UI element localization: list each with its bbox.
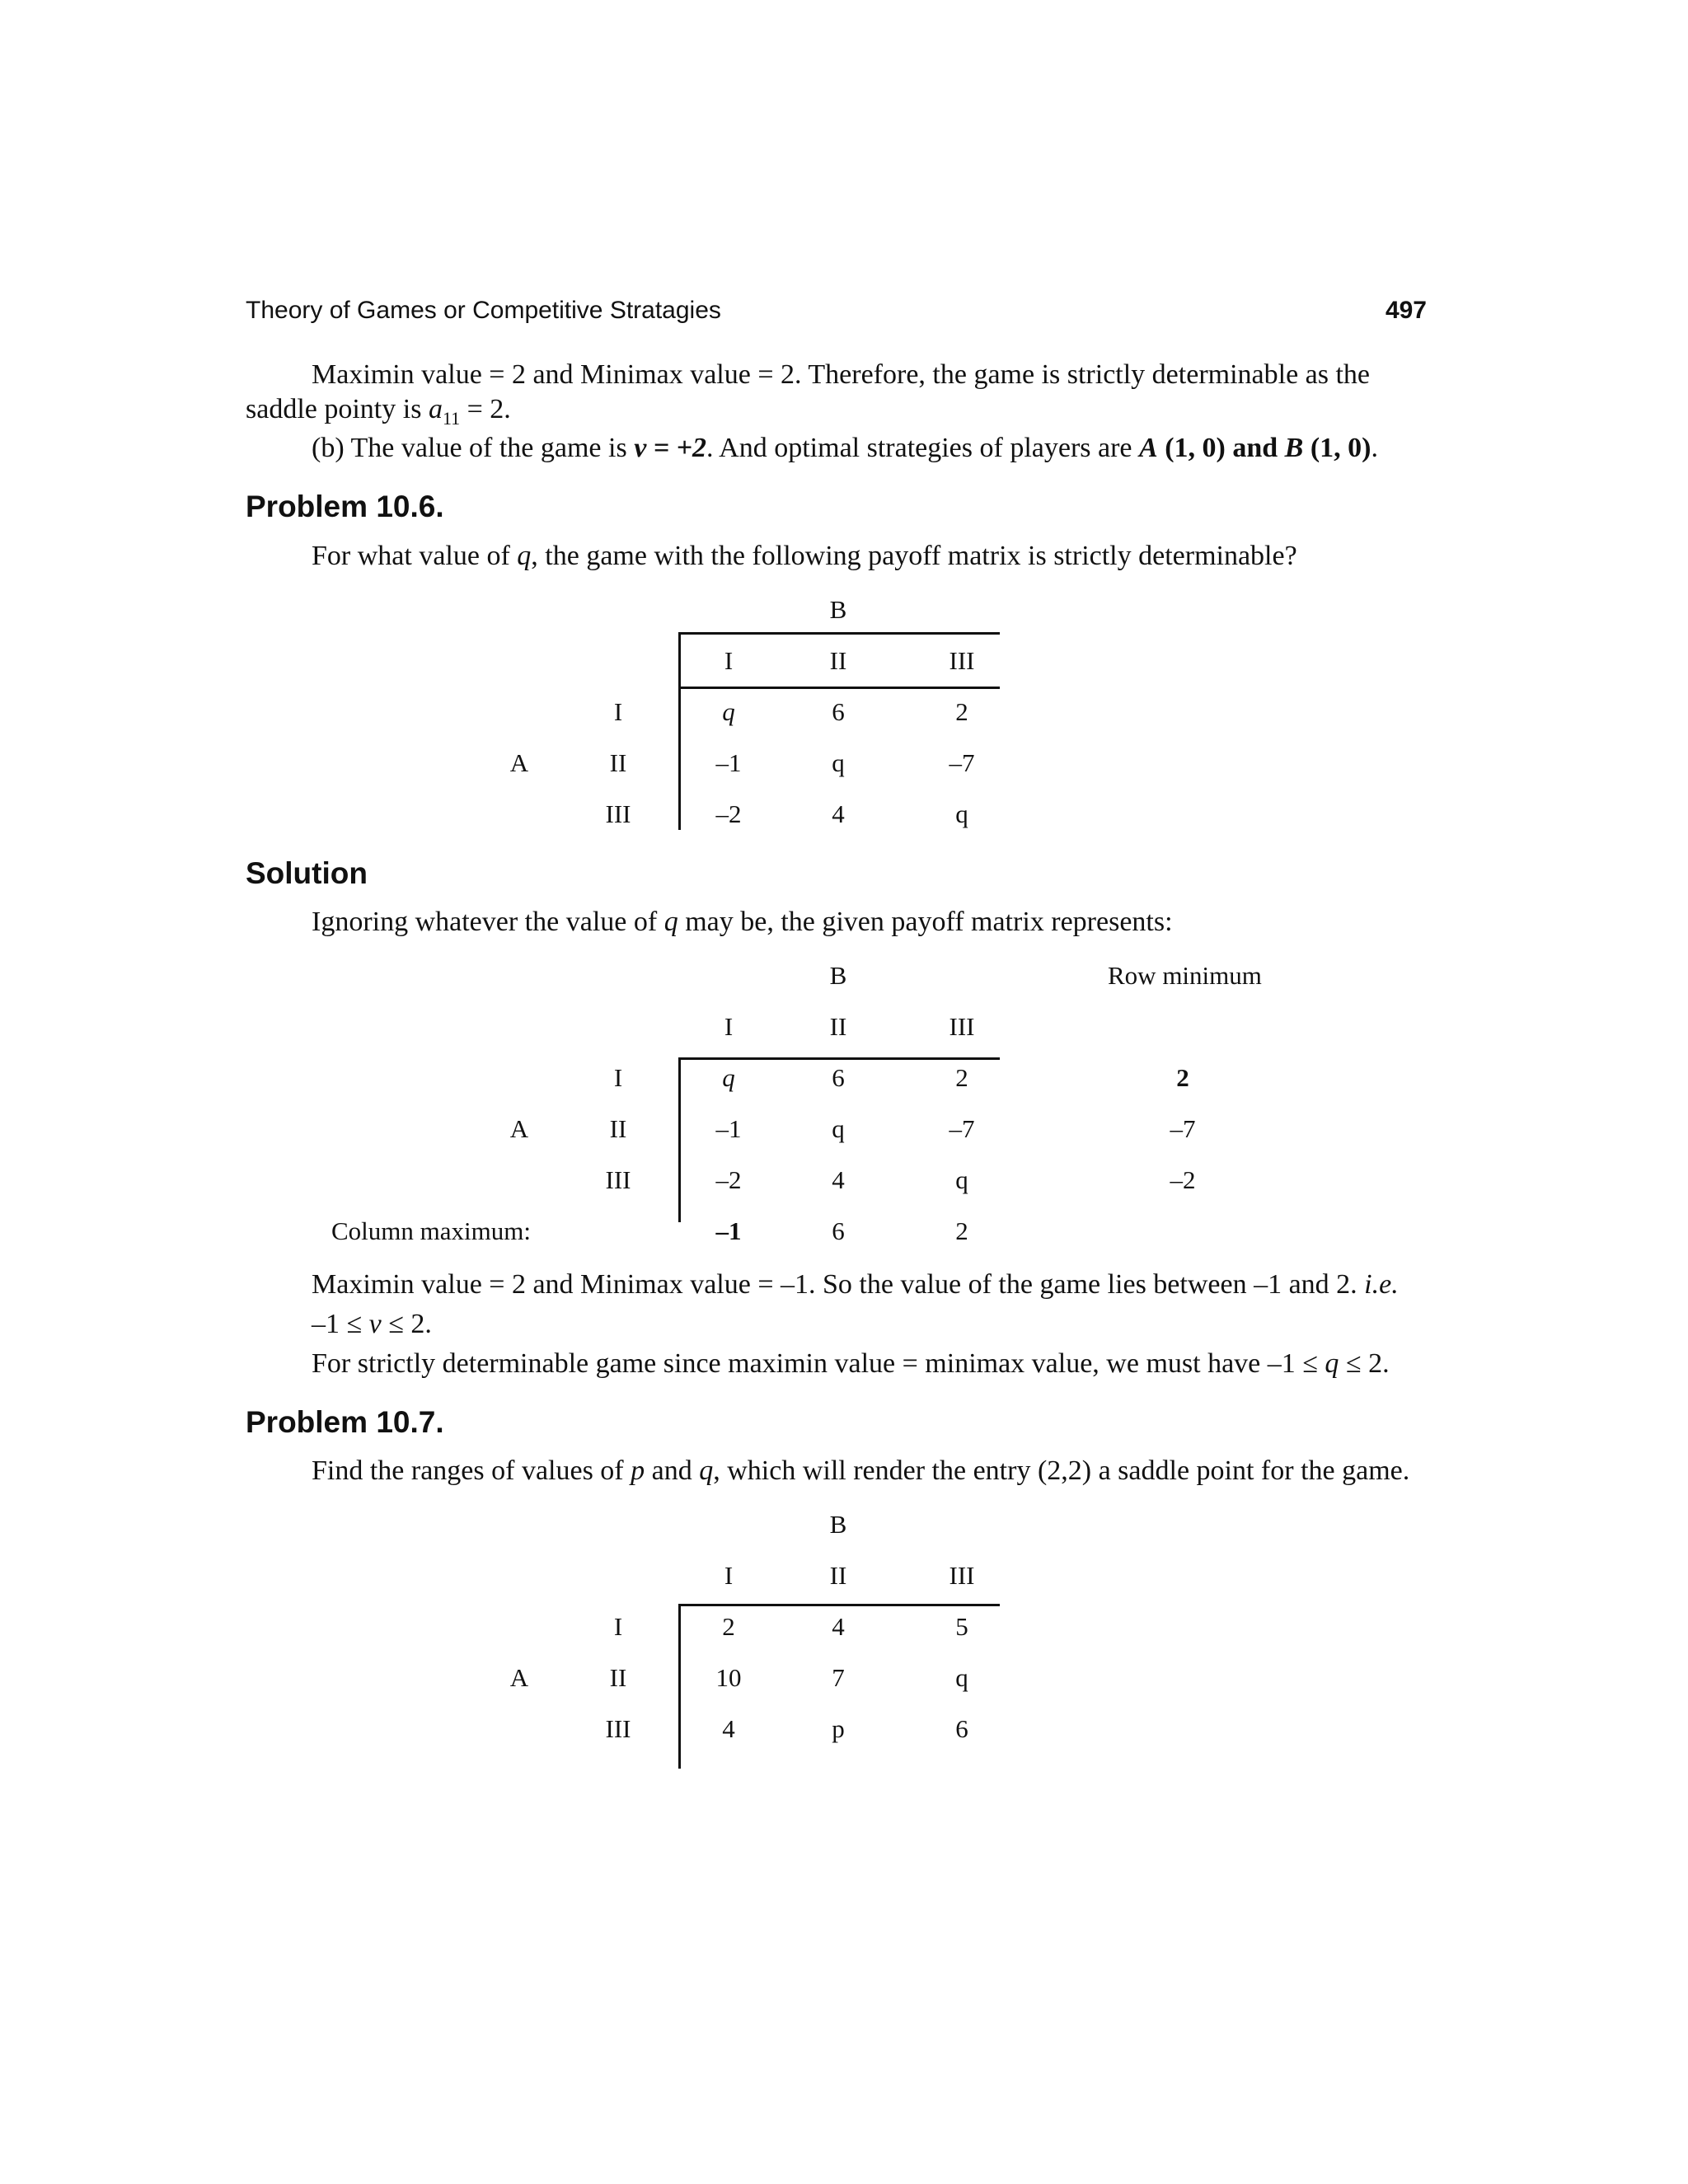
part-b-label: (b) xyxy=(312,433,345,463)
running-header-title: Theory of Games or Competitive Stratagies xyxy=(246,297,721,324)
matrix-cell: q xyxy=(722,1063,735,1092)
row-header: I xyxy=(613,1612,623,1641)
solution-text: Ignoring whatever the value of xyxy=(312,907,664,937)
matrix-cell: 2 xyxy=(955,697,968,726)
variable-p: p xyxy=(631,1455,645,1486)
part-b-text: The value of the game is xyxy=(344,433,635,463)
matrix-cell: –1 xyxy=(715,748,742,777)
conclusion-text: –1 ≤ xyxy=(312,1309,369,1339)
variable-q: q xyxy=(663,907,678,937)
matrix-cell: 2 xyxy=(955,1063,968,1092)
player-b-label: B xyxy=(829,961,847,990)
matrix-cell: 6 xyxy=(832,1063,845,1092)
player-a-label: A xyxy=(509,748,529,777)
variable-q: q xyxy=(699,1455,714,1486)
solution-heading: Solution xyxy=(246,856,368,890)
intro-text: saddle pointy is xyxy=(246,394,429,424)
row-minimum-label: Row minimum xyxy=(1108,961,1262,990)
row-minimum-value: 2 xyxy=(1176,1063,1189,1092)
ie-abbrev: i.e. xyxy=(1364,1269,1399,1300)
matrix-cell: 5 xyxy=(955,1612,968,1641)
matrix-cell: –2 xyxy=(715,1165,742,1194)
intro-line-2 xyxy=(246,394,511,429)
matrix-top-rule xyxy=(678,632,1000,635)
matrix-cell: 4 xyxy=(832,1612,845,1641)
matrix-cell: q xyxy=(955,799,968,828)
column-maximum-label: Column maximum: xyxy=(331,1216,531,1245)
problem-10-6-heading: Problem 10.6. xyxy=(246,490,444,523)
conclusion-text: ≤ 2. xyxy=(1339,1348,1390,1379)
matrix-cell: 10 xyxy=(715,1663,742,1692)
question-text: , which will render the entry (2,2) a saddle point for the game. xyxy=(713,1455,1410,1486)
variable-q: q xyxy=(1325,1348,1339,1379)
variable-v: v xyxy=(368,1309,382,1339)
matrix-top-rule xyxy=(678,1057,1000,1060)
col-header: III xyxy=(949,1012,975,1041)
row-header: II xyxy=(609,1114,627,1143)
row-header: I xyxy=(613,1063,623,1092)
row-minimum-value: –2 xyxy=(1170,1165,1196,1194)
row-header: II xyxy=(609,1663,627,1692)
conclusion-text: ≤ 2. xyxy=(381,1309,432,1339)
problem-10-7-question xyxy=(312,1455,1409,1487)
matrix-cell: –7 xyxy=(949,748,975,777)
player-a-label: A xyxy=(509,1114,529,1143)
col-header: I xyxy=(724,646,734,675)
player-b-label: B xyxy=(829,595,847,624)
column-maximum-value: 6 xyxy=(832,1216,845,1245)
player-a-label: A xyxy=(509,1663,529,1692)
matrix-cell: 2 xyxy=(722,1612,735,1641)
matrix-header-rule xyxy=(678,687,1000,689)
player-b-label: B xyxy=(829,1510,847,1539)
column-maximum-value: 2 xyxy=(955,1216,968,1245)
matrix-cell: q xyxy=(832,748,845,777)
intro-line-1: Maximin value = 2 and Minimax value = 2. Therefore, the game is strictly determinable as the xyxy=(312,359,1371,390)
question-text: Find the ranges of values of xyxy=(312,1455,631,1486)
matrix-cell: 4 xyxy=(722,1714,735,1743)
conclusion-text: Maximin value = 2 and Minimax value = –1. So the value of the game lies between –1 and 2. xyxy=(312,1269,1365,1300)
conclusion-line-1 xyxy=(312,1269,1399,1301)
matrix-cell: q xyxy=(832,1114,845,1143)
player-b-symbol: B xyxy=(1284,433,1304,463)
intro-text: = 2. xyxy=(460,394,511,424)
part-b-text: . And optimal strategies of players are xyxy=(706,433,1140,463)
row-minimum-value: –7 xyxy=(1170,1114,1196,1143)
question-text: For what value of xyxy=(312,541,518,571)
matrix-cell: p xyxy=(832,1714,845,1743)
col-header: I xyxy=(724,1012,734,1041)
matrix-cell: –1 xyxy=(715,1114,742,1143)
col-header: II xyxy=(829,1561,847,1590)
column-maximum-value: –1 xyxy=(715,1216,742,1245)
matrix-cell: 6 xyxy=(955,1714,968,1743)
solution-text: may be, the given payoff matrix represents: xyxy=(678,907,1173,937)
solution-intro xyxy=(312,907,1173,938)
row-header: III xyxy=(605,1165,631,1194)
matrix-cell: 6 xyxy=(832,697,845,726)
col-header: I xyxy=(724,1561,734,1590)
row-header: III xyxy=(605,799,631,828)
page-number: 497 xyxy=(1385,297,1427,324)
part-b-text: . xyxy=(1371,433,1379,463)
problem-10-6-question xyxy=(312,541,1297,572)
matrix-cell: –7 xyxy=(949,1114,975,1143)
conclusion-line-2 xyxy=(312,1309,432,1340)
row-header: III xyxy=(605,1714,631,1743)
problem-10-7-heading: Problem 10.7. xyxy=(246,1405,444,1439)
row-header: II xyxy=(609,748,627,777)
matrix-cell: 7 xyxy=(832,1663,845,1692)
conclusion-line-3 xyxy=(312,1348,1390,1380)
col-header: III xyxy=(949,646,975,675)
col-header: III xyxy=(949,1561,975,1590)
col-header: II xyxy=(829,646,847,675)
col-header: II xyxy=(829,1012,847,1041)
strategy-a: (1, 0) and xyxy=(1157,433,1285,463)
intro-part-b xyxy=(312,433,1378,464)
matrix-cell: q xyxy=(955,1165,968,1194)
matrix-top-rule xyxy=(678,1604,1000,1606)
strategy-b: (1, 0) xyxy=(1303,433,1372,463)
subscript: 11 xyxy=(442,407,461,429)
matrix-cell: q xyxy=(722,697,735,726)
variable-q: q xyxy=(517,541,532,571)
matrix-cell: q xyxy=(955,1663,968,1692)
matrix-cell: –2 xyxy=(715,799,742,828)
symbol-a: a xyxy=(428,394,443,424)
player-a-symbol: A xyxy=(1139,433,1158,463)
conclusion-text: For strictly determinable game since maximin value = minimax value, we must have –1 ≤ xyxy=(312,1348,1325,1379)
game-value: v = +2 xyxy=(634,433,707,463)
matrix-cell: 4 xyxy=(832,799,845,828)
matrix-cell: 4 xyxy=(832,1165,845,1194)
question-text: , the game with the following payoff matrix is strictly determinable? xyxy=(531,541,1297,571)
question-text: and xyxy=(645,1455,700,1486)
row-header: I xyxy=(613,697,623,726)
